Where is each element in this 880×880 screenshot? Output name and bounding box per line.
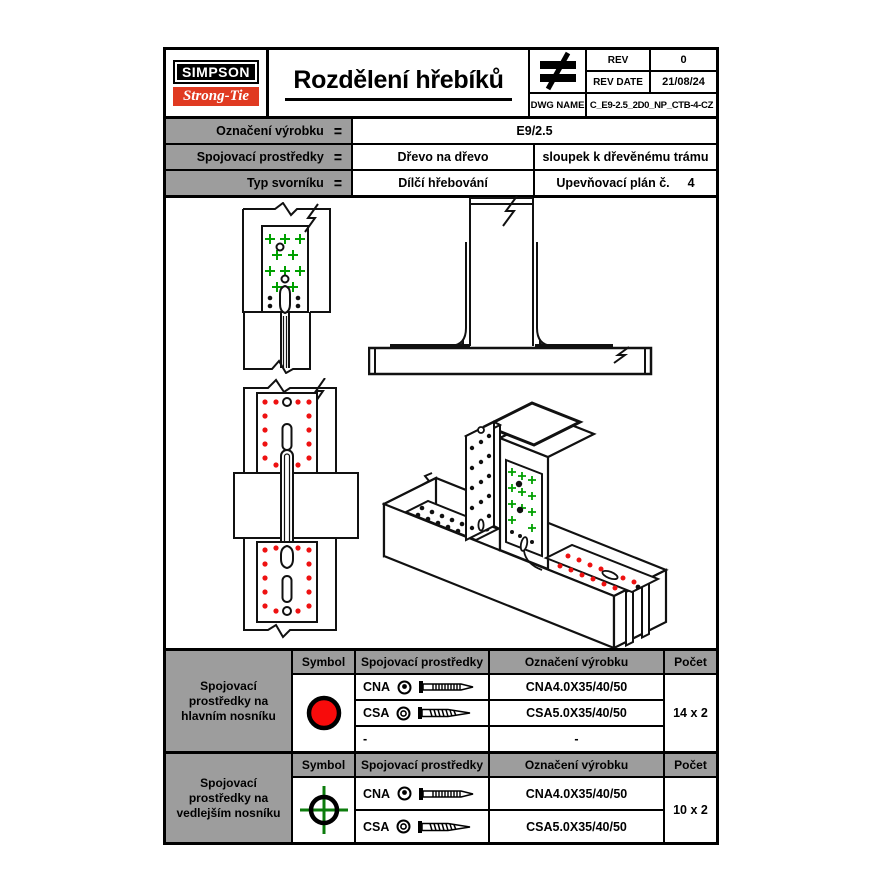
nailing-type-value: Dílčí hřebování	[353, 171, 535, 195]
fastener-code: -	[363, 732, 368, 746]
csa-head-icon	[396, 819, 411, 834]
col-header-fasteners: Spojovací prostředky	[354, 651, 488, 673]
main-member-symbol	[291, 673, 354, 751]
bolt-hole-dark	[517, 507, 523, 513]
col-header-symbol: Symbol	[291, 754, 354, 776]
dwg-name-label: DWG NAME	[530, 99, 585, 111]
product-dash: -	[488, 725, 663, 751]
oval-slot	[283, 424, 292, 450]
fastener-code: CNA	[363, 680, 391, 694]
logo-simpson: SIMPSON	[173, 60, 259, 84]
info-label-fasteners	[166, 145, 353, 169]
col-header-symbol: Symbol	[291, 651, 354, 673]
bolt-hole	[277, 244, 284, 251]
col-header-fasteners: Spojovací prostředky	[354, 754, 488, 776]
rev-label: REV	[585, 50, 649, 72]
product-cna: CNA4.0X35/40/50	[488, 673, 663, 699]
bolt-hole-dark	[516, 481, 522, 487]
fastener-row-csa	[354, 699, 488, 725]
group-label-main: Spojovací prostředky na hlavním nosníku	[166, 651, 291, 751]
front-view-secondary-member-drawing	[235, 202, 347, 374]
bolt-hole-dark	[636, 585, 641, 590]
keyhole-slot	[281, 546, 293, 568]
fastener-type-value: Dřevo na dřevo	[353, 145, 535, 169]
rev-date-label: REV DATE	[585, 72, 649, 94]
connection-type-value: sloupek k dřevěnému trámu	[542, 150, 709, 164]
product-csa: CSA5.0X35/40/50	[488, 699, 663, 725]
csa-head-icon	[396, 706, 411, 721]
logo-strongtie: Strong-Tie	[173, 87, 259, 106]
info-row-fasteners	[166, 145, 716, 171]
beam-outline	[369, 348, 651, 374]
product-info-table	[166, 119, 716, 198]
revision-block	[530, 50, 716, 116]
count-main: 14 x 2	[663, 673, 716, 751]
col-header-product: Označení výrobku	[488, 651, 663, 673]
break-mark-icon	[503, 196, 517, 226]
rev-date-value: 21/08/24	[649, 72, 716, 94]
rev-value: 0	[649, 50, 716, 72]
keyhole-slot	[280, 286, 290, 313]
bracket-edge-left	[451, 242, 466, 346]
fastener-code: CSA	[363, 819, 390, 834]
col-header-count: Počet	[663, 651, 716, 673]
post-outline	[470, 198, 533, 346]
dwg-name-value: C_E9-2.5_2D0_NP_CTB-4-CZ	[585, 94, 716, 116]
green-crosshair-circle-icon	[298, 784, 350, 836]
bolt-hole	[283, 607, 291, 615]
oval-slot	[283, 576, 292, 602]
info-label-text: Typ svorníku	[246, 176, 324, 190]
simpson-strongtie-logo	[166, 50, 269, 116]
product-cna: CNA4.0X35/40/50	[488, 776, 663, 809]
fastener-row-cna	[354, 776, 488, 809]
fastener-row-dash	[354, 725, 488, 751]
isometric-joint-drawing	[382, 384, 716, 652]
cna-head-icon	[397, 680, 412, 695]
title-block	[166, 50, 716, 119]
info-label-text: Spojovací prostředky	[196, 150, 324, 164]
cna-nail-icon	[419, 787, 475, 801]
bolt-hole	[283, 398, 291, 406]
csa-screw-icon	[418, 820, 474, 834]
title-cell	[269, 50, 530, 116]
info-label-text: Označení výrobku	[216, 124, 324, 138]
fastener-code: CSA	[363, 706, 390, 720]
product-csa: CSA5.0X35/40/50	[488, 809, 663, 842]
front-view-main-member-drawing	[232, 378, 360, 640]
bolt-hole	[282, 276, 289, 283]
crossing-beam	[234, 473, 358, 538]
equals-sign: =	[333, 147, 342, 167]
info-row-bolt-type	[166, 171, 716, 198]
fastener-table-main-member	[166, 648, 716, 751]
not-equal-icon	[530, 50, 585, 94]
info-label-product	[166, 119, 353, 143]
fastener-row-csa	[354, 809, 488, 842]
drawing-sheet	[163, 47, 719, 845]
fastener-table-secondary-member	[166, 751, 716, 842]
cna-nail-icon	[419, 680, 475, 694]
col-header-product: Označení výrobku	[488, 754, 663, 776]
count-secondary: 10 x 2	[663, 776, 716, 842]
strap-lines	[281, 313, 289, 368]
info-label-bolt-type	[166, 171, 353, 195]
col-header-count: Počet	[663, 754, 716, 776]
fastener-code: CNA	[363, 786, 391, 801]
page-title: Rozdělení hřebíků	[285, 66, 511, 101]
group-label-secondary: Spojovací prostředky na vedlejším nosníku	[166, 754, 291, 842]
end-groove	[642, 581, 649, 638]
bracket-edge-right	[537, 242, 552, 346]
beam-outline	[244, 312, 310, 373]
cna-head-icon	[397, 786, 412, 801]
fixing-plan-number: 4	[687, 176, 695, 190]
info-row-product	[166, 119, 716, 145]
bolt-hole	[478, 427, 484, 433]
fixing-plan-value	[535, 171, 716, 195]
csa-screw-icon	[418, 706, 474, 720]
secondary-member-symbol	[291, 776, 354, 842]
fastener-row-cna	[354, 673, 488, 699]
elevation-joint-drawing	[368, 196, 653, 376]
strap-inner-lines	[284, 316, 287, 368]
end-groove	[626, 589, 633, 646]
equals-sign: =	[333, 173, 342, 193]
oval-slot	[478, 520, 483, 531]
equals-sign: =	[333, 121, 342, 141]
filled-red-circle-icon	[304, 693, 344, 733]
product-code-value: E9/2.5	[516, 124, 553, 138]
fixing-plan-label: Upevňovací plán č.	[556, 176, 670, 190]
